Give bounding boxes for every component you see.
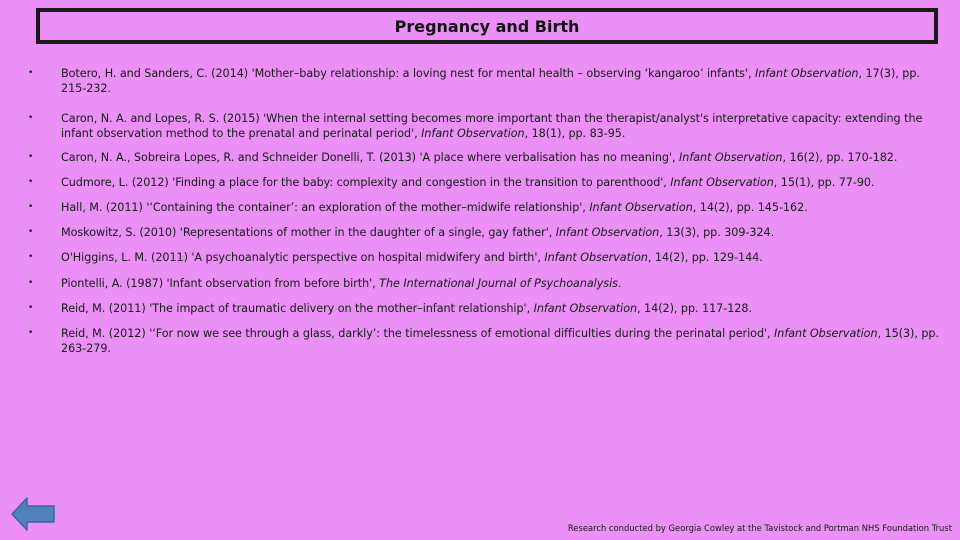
reference-item <box>28 200 940 215</box>
journal-title: Infant Observation <box>533 302 638 315</box>
reference-citation: Piontelli, A. (1987) 'Infant observation from before birth', <box>61 277 380 290</box>
reference-citation: Botero, H. and Sanders, C. (2014) 'Mother–baby relationship: a loving nest for mental health – observing ‘kangaroo’ infants', <box>61 67 755 80</box>
reference-item <box>28 66 940 96</box>
reference-text <box>61 326 940 356</box>
reference-text <box>61 66 940 96</box>
journal-title: Infant Observation <box>774 327 878 340</box>
reference-text <box>61 250 940 265</box>
journal-title: The International Journal of Psychoanalysis <box>379 277 618 290</box>
journal-title: Infant Observation <box>679 151 783 164</box>
back-button[interactable] <box>10 496 56 532</box>
journal-title: Infant Observation <box>670 176 774 189</box>
journal-title: Infant Observation <box>754 67 859 80</box>
journal-title: Infant Observation <box>589 201 693 214</box>
reference-citation: Moskowitz, S. (2010) 'Representations of mother in the daughter of a single, gay father', <box>61 226 556 239</box>
reference-item <box>28 301 940 316</box>
reference-item <box>28 225 940 240</box>
reference-item <box>28 111 940 141</box>
reference-details: , 15(3), pp. 263-279. <box>61 327 939 355</box>
arrow-left-icon[interactable] <box>12 498 54 530</box>
reference-text <box>61 301 940 316</box>
reference-citation: O'Higgins, L. M. (2011) 'A psychoanalytic perspective on hospital midwifery and birth', <box>61 251 545 264</box>
journal-title: Infant Observation <box>544 251 648 264</box>
reference-citation: Caron, N. A., Sobreira Lopes, R. and Schneider Donelli, T. (2013) 'A place where verbalisation has no meaning', <box>61 151 680 164</box>
bullet: • <box>28 202 34 212</box>
reference-details: , 15(1), pp. 77-90. <box>773 176 875 189</box>
reference-item <box>28 326 940 356</box>
reference-details: , 14(2), pp. 129-144. <box>647 251 763 264</box>
reference-details: , 18(1), pp. 83-95. <box>524 127 626 140</box>
journal-title: Infant Observation <box>421 127 525 140</box>
reference-details: , 14(2), pp. 117-128. <box>637 302 752 315</box>
bullet: • <box>28 303 34 313</box>
reference-details: , 17(3), pp. 215-232. <box>61 67 920 95</box>
reference-citation: Cudmore, L. (2012) 'Finding a place for the baby: complexity and congestion in the transition to parenthood', <box>61 176 671 189</box>
title-box <box>36 8 938 44</box>
bullet: • <box>28 177 34 187</box>
reference-text <box>61 150 940 165</box>
reference-item <box>28 175 940 190</box>
footer-credit: Research conducted by Georgia Cowley at the Tavistock and Portman NHS Foundation Trust <box>567 523 952 533</box>
reference-text <box>61 225 940 240</box>
bullet: • <box>28 227 34 237</box>
bullet: • <box>28 68 34 78</box>
reference-item <box>28 150 940 165</box>
bullet: • <box>28 328 34 338</box>
reference-text <box>61 200 940 215</box>
reference-text <box>61 276 940 291</box>
reference-text <box>61 111 940 141</box>
bullet: • <box>28 278 34 288</box>
reference-details: , 16(2), pp. 170-182. <box>782 151 898 164</box>
reference-item <box>28 250 940 265</box>
reference-citation: Reid, M. (2011) 'The impact of traumatic delivery on the mother–infant relationship', <box>61 302 534 315</box>
bullet: • <box>28 113 34 123</box>
reference-details: , 13(3), pp. 309-324. <box>659 226 775 239</box>
reference-citation: Hall, M. (2011) '‘Containing the container’: an exploration of the mother–midwife relationship', <box>61 201 590 214</box>
reference-details: . <box>617 277 622 290</box>
bullet: • <box>28 152 34 162</box>
journal-title: Infant Observation <box>555 226 660 239</box>
bullet: • <box>28 252 34 262</box>
reference-text <box>61 175 940 190</box>
reference-item <box>28 276 940 291</box>
reference-details: , 14(2), pp. 145-162. <box>692 201 808 214</box>
reference-citation: Reid, M. (2012) '‘For now we see through a glass, darkly’: the timelessness of emotional difficulties during the perinatal period', <box>61 327 775 340</box>
reference-citation: Caron, N. A. and Lopes, R. S. (2015) 'When the internal setting becomes more important than the therapist/analyst's interpretative capacity: extending the infant observation method to the prenatal and perinatal period', <box>61 112 923 140</box>
page-title: Pregnancy and Birth <box>394 16 580 36</box>
